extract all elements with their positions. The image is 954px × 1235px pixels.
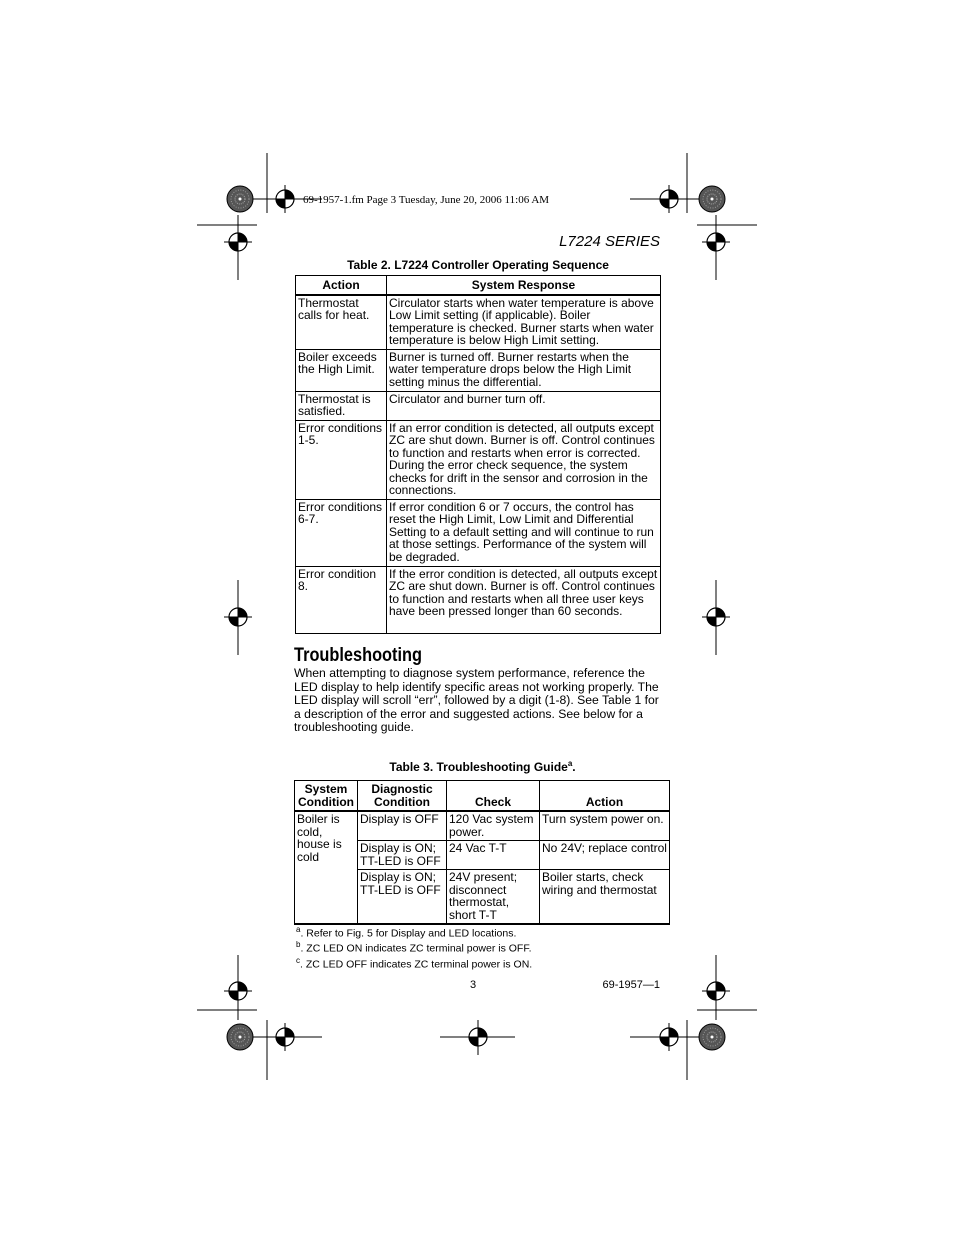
column-header-system-response: System Response (387, 276, 661, 295)
table-header-row (295, 781, 670, 812)
table-row (296, 420, 661, 499)
cell-response: If error condition 6 or 7 occurs, the control has reset the High Limit, Low Limit and Differential Setting to a default setting and will continue to run at those settings. Performance of the system will be degraded. (387, 499, 661, 566)
cell-action: Boiler starts, check wiring and thermostat (540, 870, 670, 925)
cell-response: Burner is turned off. Burner restarts when the water temperature drops below the High Limit setting minus the differential. (387, 349, 661, 391)
table-header-row (296, 276, 661, 295)
cell-action: Thermostat calls for heat. (296, 295, 387, 350)
column-header-system-condition: System Condition (295, 781, 358, 812)
operating-sequence-table (295, 275, 661, 634)
footnote-a (296, 925, 516, 940)
cell-response: If an error condition is detected, all outputs except ZC are shut down. Burner is off. Control continues to function and restarts when error is corrected. During the error check sequence, the system checks for drift in the sensor and corrosion in the connections. (387, 420, 661, 499)
table3-caption-footnote-mark: a (567, 759, 573, 768)
column-header-action: Action (296, 276, 387, 295)
cell-system-condition: Boiler is cold, house is cold (295, 811, 358, 924)
cell-diagnostic: Display is ON; TT-LED is OFF (358, 870, 447, 925)
cell-action: No 24V; replace control (540, 841, 670, 870)
table-row (296, 295, 661, 350)
table-row (296, 566, 661, 633)
series-title: L7224 SERIES (559, 233, 660, 250)
document-number: 69-1957—1 (602, 979, 660, 991)
column-header-check: Check (447, 781, 540, 812)
cell-response: If the error condition is detected, all outputs except ZC are shut down. Burner is off. Control continues to function and restarts when all three user keys have been pressed longer than 60 seconds. (387, 566, 661, 633)
troubleshooting-paragraph: When attempting to diagnose system performance, reference the LED display to help identify specific areas not working properly. The LED display will scroll “err”, followed by a digit (1-8). See Table 1 for a description of the error and suggested actions. See below for a troubleshooting guide. (294, 666, 659, 734)
file-info: 69-1957-1.fm Page 3 Tuesday, June 20, 2006 11:06 AM (303, 194, 550, 206)
table-row (296, 499, 661, 566)
cell-action: Thermostat is satisfied. (296, 391, 387, 420)
table2-caption: Table 2. L7224 Controller Operating Sequence (347, 258, 609, 272)
cell-action: Error conditions 6-7. (296, 499, 387, 566)
page-number: 3 (470, 979, 477, 991)
cell-response: Circulator and burner turn off. (387, 391, 661, 420)
table-row (296, 349, 661, 391)
cell-diagnostic: Display is OFF (358, 811, 447, 841)
cell-action: Error condition 8. (296, 566, 387, 633)
table3-caption-end: . (572, 760, 576, 774)
footnote-text: . ZC LED OFF indicates ZC terminal power is ON. (300, 958, 533, 971)
table-row (295, 811, 670, 841)
table3-caption (295, 759, 670, 774)
footnote-mark: c (296, 956, 300, 965)
table3-caption-text: Table 3. Troubleshooting Guide (389, 760, 568, 774)
footnote-c (296, 956, 532, 971)
cell-action: Turn system power on. (540, 811, 670, 841)
cell-diagnostic: Display is ON; TT-LED is OFF (358, 841, 447, 870)
footnote-mark: b (296, 940, 301, 949)
section-heading: Troubleshooting (294, 645, 422, 666)
footnote-text: . Refer to Fig. 5 for Display and LED locations. (300, 927, 517, 940)
cell-action: Boiler exceeds the High Limit. (296, 349, 387, 391)
footnote-b (296, 940, 532, 955)
cell-check: 24V present; disconnect thermostat, short T-T (447, 870, 540, 925)
footnote-text: . ZC LED ON indicates ZC terminal power is OFF. (300, 942, 532, 955)
cell-action: Error conditions 1-5. (296, 420, 387, 499)
cell-response: Circulator starts when water temperature is above Low Limit setting (if applicable). Boiler temperature is checked. Burner starts when water temperature is below High Limit setting. (387, 295, 661, 350)
cell-check: 120 Vac system power. (447, 811, 540, 841)
cell-check: 24 Vac T-T (447, 841, 540, 870)
column-header-diagnostic-condition: Diagnostic Condition (358, 781, 447, 812)
troubleshooting-guide-table (294, 780, 670, 925)
table-row (296, 391, 661, 420)
footnote-mark: a (296, 925, 301, 934)
column-header-action: Action (540, 781, 670, 812)
